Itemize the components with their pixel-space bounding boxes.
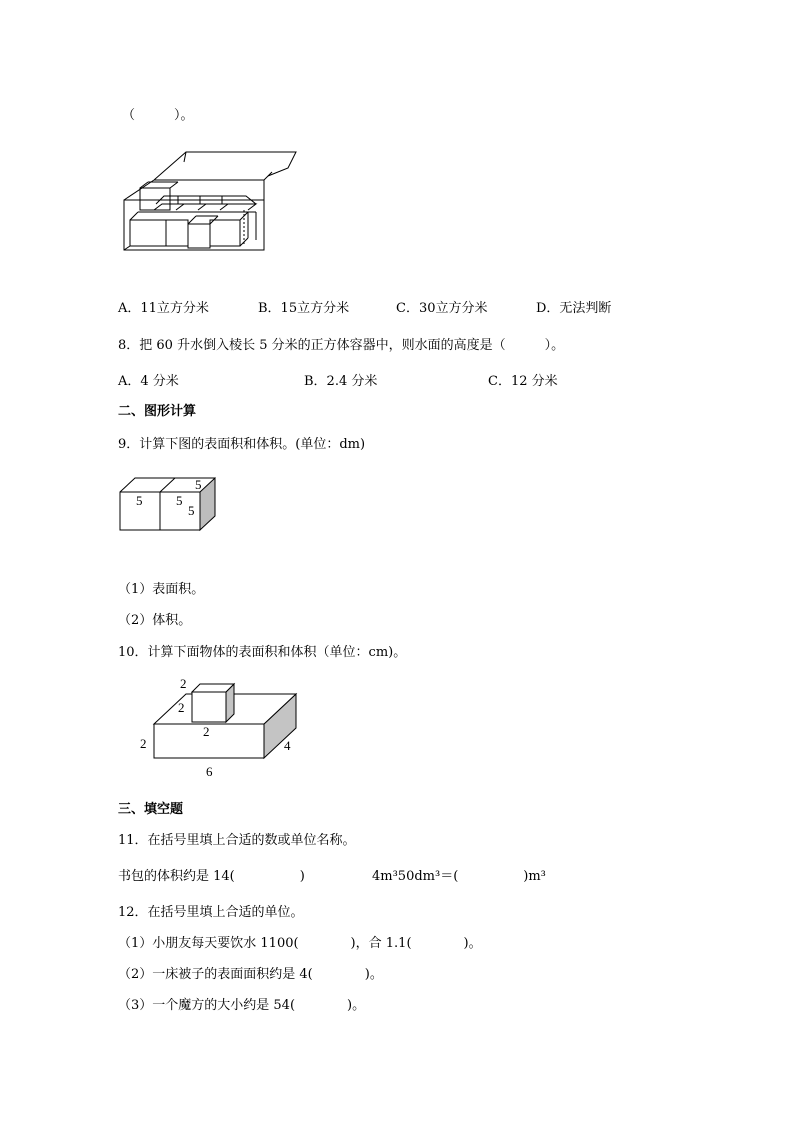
q7-option-b[interactable]: B．15立方分米 — [258, 301, 350, 316]
q10-stem: 10．计算下面物体的表面积和体积（单位：cm)。 — [118, 645, 407, 660]
q12-item-2: （2）一床被子的表面面积约是 4( )。 — [118, 967, 383, 982]
q7-option-d[interactable]: D．无法判断 — [536, 301, 612, 316]
q10-label-big-depth: 4 — [284, 738, 291, 753]
q8-stem: 8．把 60 升水倒入棱长 5 分米的正方体容器中，则水面的高度是（ ）。 — [118, 338, 565, 353]
q7-option-a[interactable]: A．11立方分米 — [118, 301, 209, 316]
section-2-title: 二、图形计算 — [118, 404, 197, 419]
q12-item-1: （1）小朋友每天要饮水 1100( )，合 1.1( )。 — [118, 936, 482, 951]
q7-box-figure — [118, 148, 300, 258]
q11-stem: 11．在括号里填上合适的数或单位名称。 — [118, 833, 356, 848]
q11-line-b: 4m³50dm³＝( )m³ — [372, 869, 546, 884]
q9-label-depth: 5 — [188, 503, 195, 518]
section-3-title: 三、填空题 — [118, 802, 184, 817]
q10-composite-figure — [136, 676, 306, 782]
q9-cuboid-figure — [118, 474, 220, 534]
q9-part-1: （1）表面积。 — [118, 582, 205, 597]
q12-stem: 12．在括号里填上合适的单位。 — [118, 905, 304, 920]
q9-stem: 9．计算下图的表面积和体积。(单位：dm) — [118, 437, 366, 452]
q8-option-c[interactable]: C．12 分米 — [488, 374, 558, 389]
q7-stem-tail: （ ）。 — [122, 108, 194, 123]
q10-label-big-length: 6 — [206, 764, 213, 779]
q10-label-small-bottom: 2 — [203, 724, 210, 739]
q10-label-small-top: 2 — [180, 676, 187, 691]
q9-label-top: 5 — [195, 477, 202, 492]
q10-label-small-left: 2 — [178, 700, 185, 715]
q11-line-a: 书包的体积约是 14( ) — [118, 869, 305, 884]
q9-part-2: （2）体积。 — [118, 613, 192, 628]
q10-label-big-height: 2 — [140, 736, 147, 751]
q12-item-3: （3）一个魔方的大小约是 54( )。 — [118, 998, 366, 1013]
q8-option-b[interactable]: B．2.4 分米 — [304, 374, 378, 389]
q8-option-a[interactable]: A．4 分米 — [118, 374, 179, 389]
q7-option-c[interactable]: C．30立方分米 — [396, 301, 488, 316]
q9-label-width: 5 — [136, 493, 143, 508]
q9-label-height: 5 — [176, 493, 183, 508]
